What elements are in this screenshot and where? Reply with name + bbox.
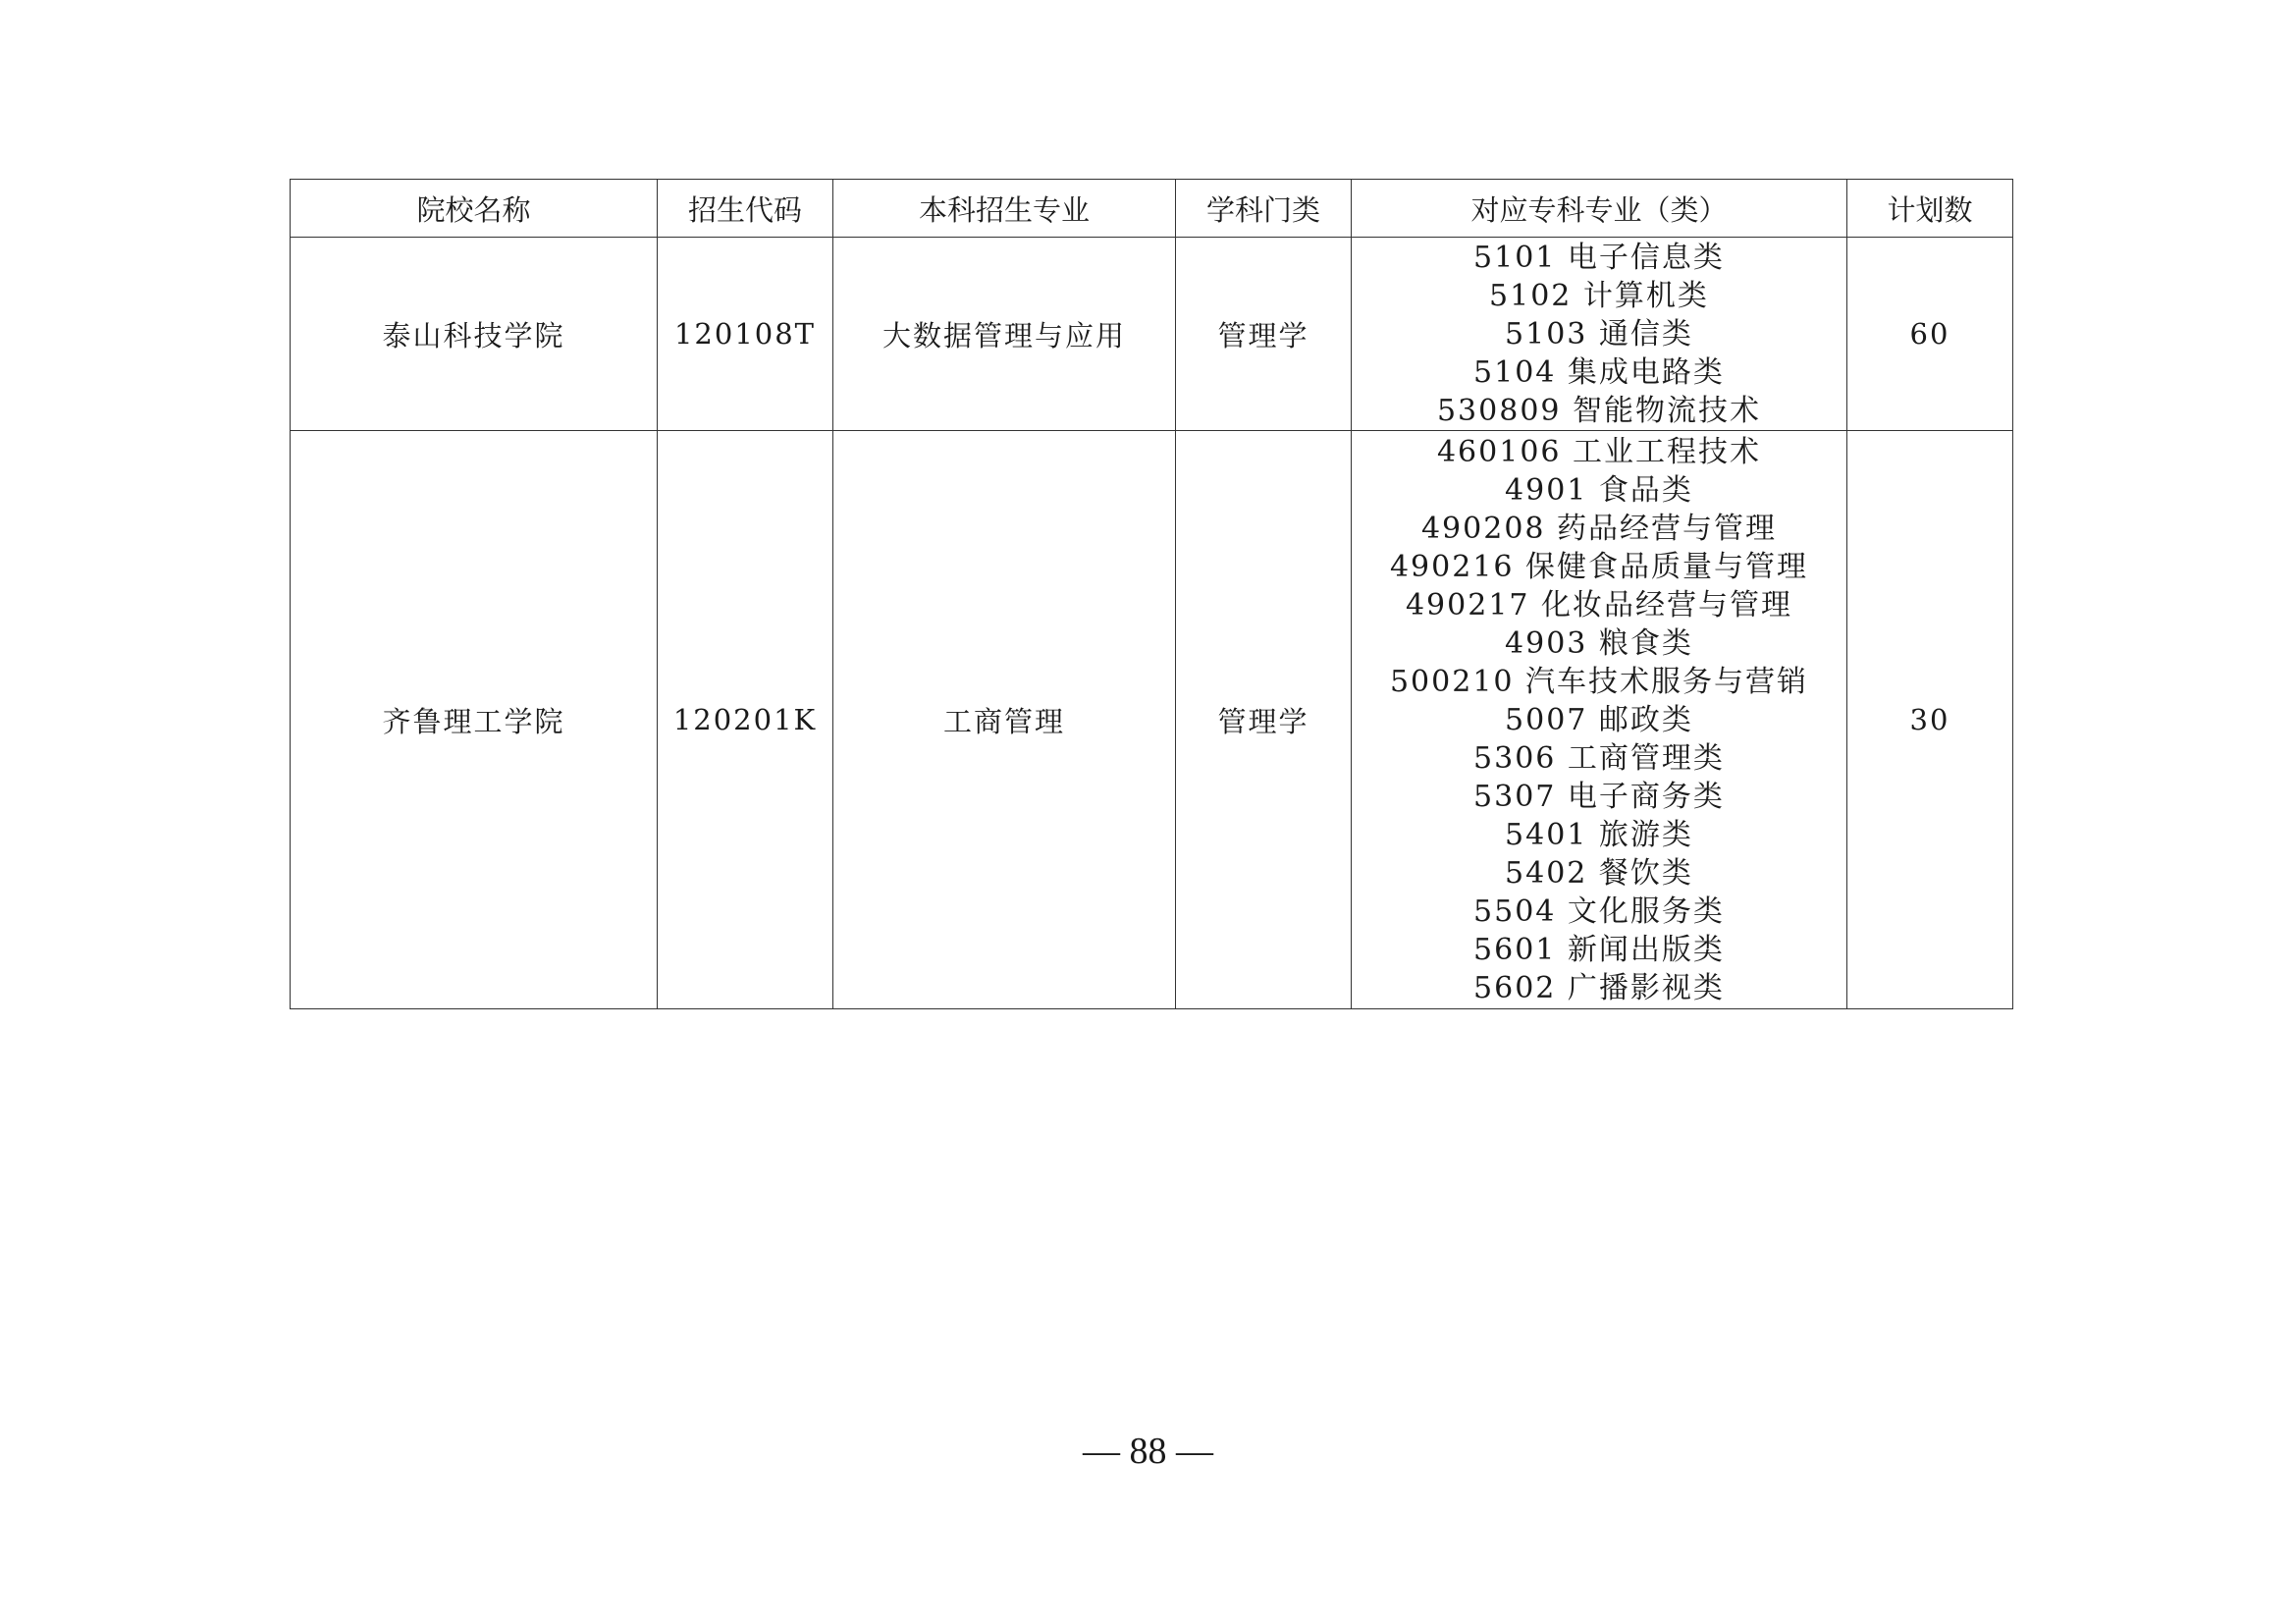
list-item: 5601 新闻出版类 <box>1473 932 1725 967</box>
list-item: 5101 电子信息类 <box>1473 240 1725 275</box>
header-plan-count: 计划数 <box>1847 180 2013 238</box>
school-name-cell: 齐鲁理工学院 <box>291 431 658 1009</box>
header-enrollment-code: 招生代码 <box>658 180 833 238</box>
list-item: 5402 餐饮类 <box>1505 855 1693 891</box>
discipline-category-cell: 管理学 <box>1176 431 1352 1009</box>
table-row <box>291 431 2013 1009</box>
list-item: 5307 电子商务类 <box>1473 779 1725 814</box>
list-item: 5102 计算机类 <box>1489 278 1709 313</box>
table-row <box>291 238 2013 431</box>
list-item: 5104 集成电路类 <box>1473 354 1725 390</box>
list-item: 5306 工商管理类 <box>1473 740 1725 776</box>
header-undergrad-major: 本科招生专业 <box>833 180 1176 238</box>
list-item: 530809 智能物流技术 <box>1436 393 1762 428</box>
discipline-category-cell: 管理学 <box>1176 238 1352 431</box>
corresponding-majors-cell <box>1352 431 1847 1009</box>
school-name-cell: 泰山科技学院 <box>291 238 658 431</box>
list-item: 460106 工业工程技术 <box>1436 434 1762 469</box>
undergrad-major-cell: 大数据管理与应用 <box>833 238 1176 431</box>
enrollment-code-cell: 120201K <box>658 431 833 1009</box>
plan-count-cell: 30 <box>1847 431 2013 1009</box>
list-item: 5504 文化服务类 <box>1473 893 1725 929</box>
list-item: 5602 广播影视类 <box>1473 970 1725 1005</box>
list-item: 4901 食品类 <box>1505 472 1693 508</box>
corresponding-majors-list <box>1352 239 1846 430</box>
header-corresponding-majors: 对应专科专业（类） <box>1352 180 1847 238</box>
corresponding-majors-list <box>1352 433 1846 1007</box>
list-item: 490208 药品经营与管理 <box>1420 511 1778 546</box>
plan-count-cell: 60 <box>1847 238 2013 431</box>
list-item: 500210 汽车技术服务与营销 <box>1389 664 1809 699</box>
page-number: — 88 — <box>1083 1431 1213 1472</box>
table-header-row <box>291 180 2013 238</box>
undergrad-major-cell: 工商管理 <box>833 431 1176 1009</box>
list-item: 490217 化妆品经营与管理 <box>1405 587 1793 623</box>
list-item: 5007 邮政类 <box>1505 702 1693 737</box>
enrollment-code-cell: 120108T <box>658 238 833 431</box>
header-discipline-category: 学科门类 <box>1176 180 1352 238</box>
list-item: 5103 通信类 <box>1505 316 1693 352</box>
list-item: 4903 粮食类 <box>1505 625 1693 661</box>
enrollment-plan-table <box>290 179 2013 1009</box>
list-item: 490216 保健食品质量与管理 <box>1389 549 1809 584</box>
list-item: 5401 旅游类 <box>1505 817 1693 852</box>
header-school-name: 院校名称 <box>291 180 658 238</box>
corresponding-majors-cell <box>1352 238 1847 431</box>
